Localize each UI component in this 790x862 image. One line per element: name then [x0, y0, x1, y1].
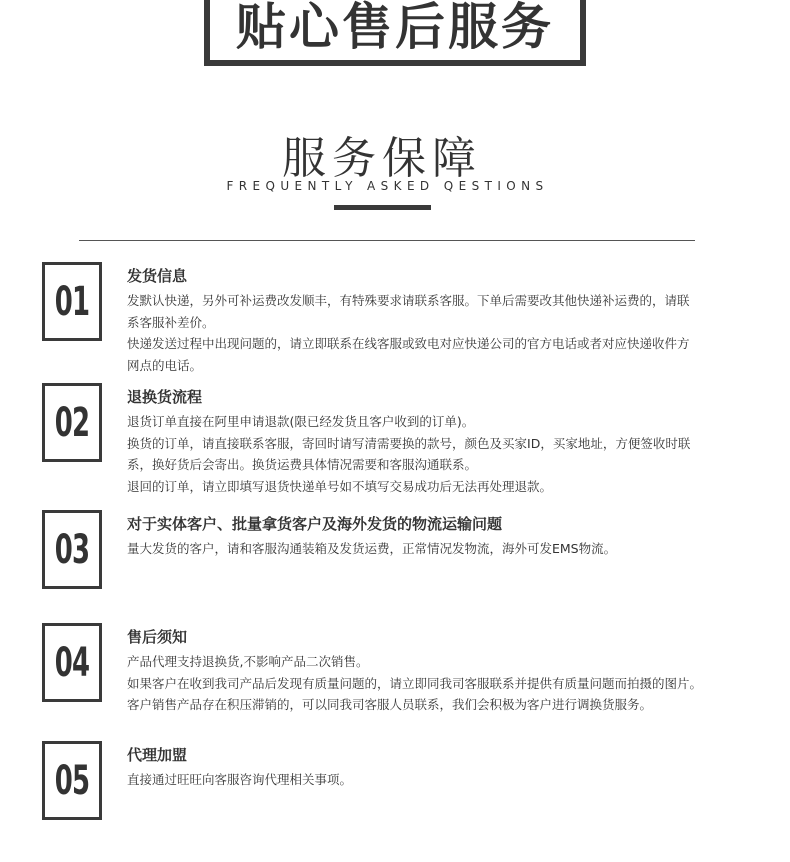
item-title: 退换货流程	[127, 388, 203, 406]
banner-frame	[204, 0, 586, 66]
item-number-box	[42, 510, 102, 589]
item-text-line: 网点的电话。	[127, 357, 203, 373]
item-number: 03	[54, 526, 90, 573]
divider	[79, 240, 695, 241]
item-text-line: 系客服补差价。	[127, 314, 215, 330]
item-text-line: 快递发送过程中出现问题的，请立即联系在线客服或致电对应快递公司的官方电话或者对应快递收件方	[127, 336, 690, 351]
item-text-line: 退回的订单，请立即填写退货快递单号如不填写交易成功后无法再处理退款。	[127, 478, 553, 494]
item-title: 售后须知	[127, 628, 188, 646]
item-content	[127, 745, 727, 791]
item-text-line: 发默认快递，另外可补运费改发顺丰，有特殊要求请联系客服。下单后需要改其他快递补运费的，请联	[127, 293, 690, 308]
item-content	[127, 514, 727, 560]
item-number: 04	[54, 639, 90, 686]
item-content	[127, 266, 727, 376]
section-subtitle: FREQUENTLY ASKED QESTIONS	[226, 179, 549, 193]
item-text-line: 客户销售产品存在积压滞销的，可以同我司客服人员联系，我们会积极为客户进行调换货服务。	[127, 697, 653, 712]
item-number: 02	[54, 399, 90, 446]
item-text-line: 退货订单直接在阿里申请退款(限已经发货且客户收到的订单)。	[127, 414, 475, 429]
item-text-line: 系，换好货后会寄出。换货运费具体情况需要和客服沟通联系。	[127, 457, 478, 472]
banner-title: 贴心售后服务	[236, 0, 554, 56]
item-content	[127, 387, 727, 497]
item-text-line: 产品代理支持退换货,不影响产品二次销售。	[127, 654, 369, 669]
item-number-box	[42, 383, 102, 462]
item-text-line: 直接通过旺旺向客服咨询代理相关事项。	[127, 772, 353, 787]
title-underline	[334, 205, 431, 210]
item-number-box	[42, 741, 102, 820]
item-text-line: 换货的订单，请直接联系客服，寄回时请写清需要换的款号，颜色及买家ID，买家地址，方便签收时联	[127, 435, 691, 451]
item-number-box	[42, 262, 102, 341]
item-number-box	[42, 623, 102, 702]
item-text-line: 量大发货的客户，请和客服沟通装箱及发货运费，正常情况发物流，海外可发EMS物流。	[127, 541, 617, 556]
item-title: 发货信息	[127, 267, 188, 285]
item-text-line: 如果客户在收到我司产品后发现有质量问题的，请立即同我司客服联系并提供有质量问题而拍摄的图片。	[127, 675, 703, 691]
item-number: 05	[54, 757, 90, 804]
item-content	[127, 627, 727, 716]
item-title: 对于实体客户、批量拿货客户及海外发货的物流运输问题	[127, 515, 503, 533]
item-number: 01	[54, 278, 90, 325]
section-title: 服务保障	[282, 133, 482, 184]
item-title: 代理加盟	[127, 746, 188, 764]
